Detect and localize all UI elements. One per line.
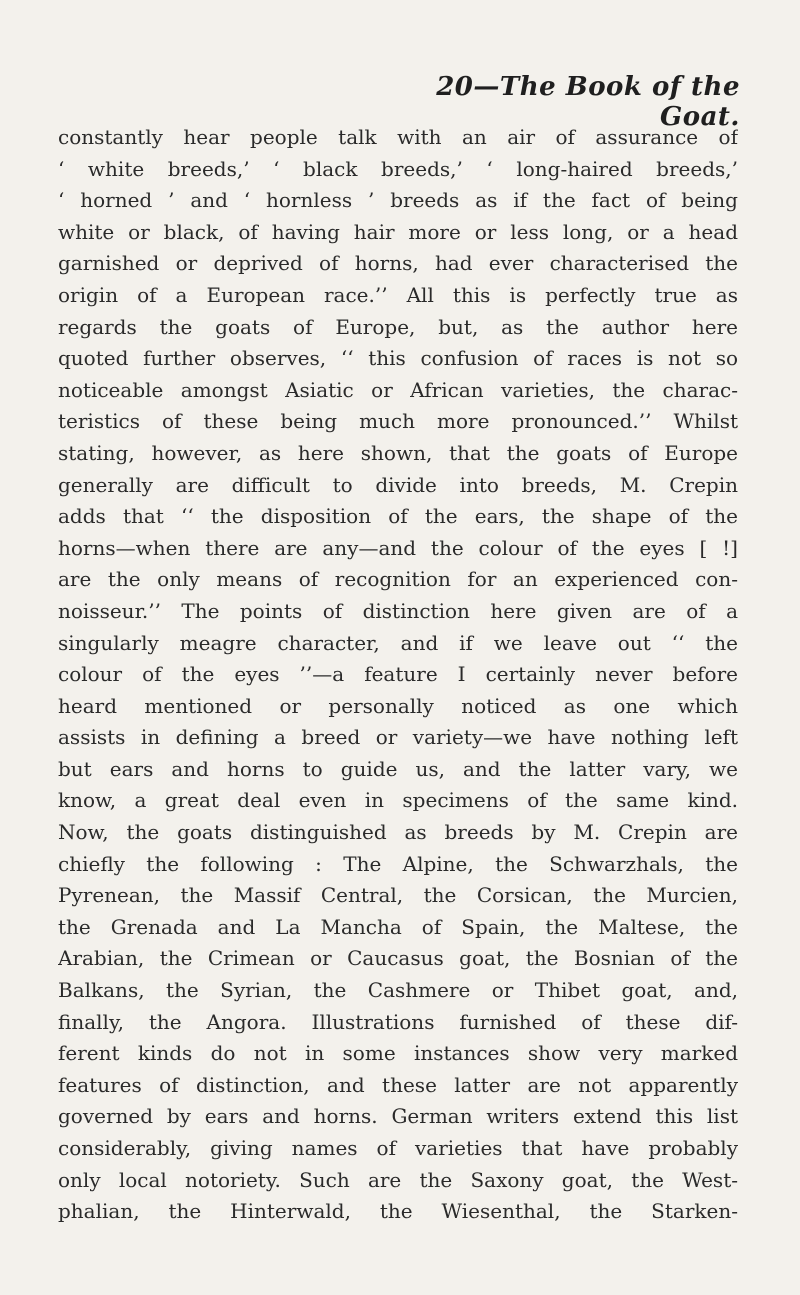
text-line: know, a great deal even in specimens of the same kind.: [58, 788, 738, 813]
text-line: noisseur.’’ The points of distinction here given are of a: [58, 598, 738, 623]
text-line: adds that ‘‘ the disposition of the ears, the shape of the: [58, 504, 738, 529]
text-line: stating, however, as here shown, that the goats of Europe: [58, 440, 738, 465]
text-line: ‘ horned ’ and ‘ hornless ’ breeds as if the fact of being: [58, 188, 738, 213]
text-line: ferent kinds do not in some instances show very marked: [58, 1041, 738, 1066]
text-line: chiefly the following : The Alpine, the Schwarzhals, the: [58, 851, 738, 876]
text-line: constantly hear people talk with an air of assurance of: [58, 125, 738, 149]
text-line: Arabian, the Crimean or Caucasus goat, the Bosnian of the: [58, 946, 738, 971]
text-line: singularly meagre character, and if we leave out ‘‘ the: [58, 630, 738, 655]
text-line: Balkans, the Syrian, the Cashmere or Thibet goat, and,: [58, 978, 738, 1003]
text-line: origin of a European race.’’ All this is perfectly true as: [58, 282, 738, 307]
text-line: generally are difficult to divide into breeds, M. Crepin: [58, 472, 738, 497]
text-line: phalian, the Hinterwald, the Wiesenthal, the Starken-: [58, 1199, 738, 1224]
text-line: are the only means of recognition for an experienced con-: [58, 567, 738, 592]
text-line: governed by ears and horns. German writers extend this list: [58, 1104, 738, 1129]
text-line: the Grenada and La Mancha of Spain, the Maltese, the: [58, 914, 738, 939]
text-line: considerably, giving names of varieties that have probably: [58, 1136, 738, 1160]
text-line: white or black, of having hair more or less long, or a head: [58, 219, 738, 244]
text-line: finally, the Angora. Illustrations furnished of these dif-: [58, 1009, 738, 1034]
book-title: —The Book of the Goat.: [473, 72, 740, 132]
text-line: horns—when there are any—and the colour of the eyes [ !]: [58, 535, 738, 560]
text-line: only local notoriety. Such are the Saxony goat, the West-: [58, 1167, 738, 1192]
page-number: 20: [436, 72, 474, 102]
text-line: noticeable amongst Asiatic or African varieties, the charac-: [58, 377, 738, 402]
text-line: Pyrenean, the Massif Central, the Corsican, the Murcien,: [58, 883, 738, 908]
text-line: garnished or deprived of horns, had ever characterised the: [58, 251, 738, 276]
text-line: teristics of these being much more pronounced.’’ Whilst: [58, 409, 738, 434]
text-line: assists in defining a breed or variety—we have nothing left: [58, 725, 738, 750]
text-line: heard mentioned or personally noticed as one which: [58, 693, 738, 718]
text-line: Now, the goats distinguished as breeds by M. Crepin are: [58, 820, 738, 845]
text-line: quoted further observes, ‘‘ this confusion of races is not so: [58, 346, 738, 371]
text-line: colour of the eyes ’’—a feature I certainly never before: [58, 662, 738, 687]
text-line: ‘ white breeds,’ ‘ black breeds,’ ‘ long-haired breeds,’: [58, 156, 738, 181]
body-text: [58, 122, 738, 1228]
text-line: regards the goats of Europe, but, as the author here: [58, 314, 738, 339]
text-line: but ears and horns to guide us, and the latter vary, we: [58, 756, 738, 781]
text-line: features of distinction, and these latter are not apparently: [58, 1072, 738, 1097]
